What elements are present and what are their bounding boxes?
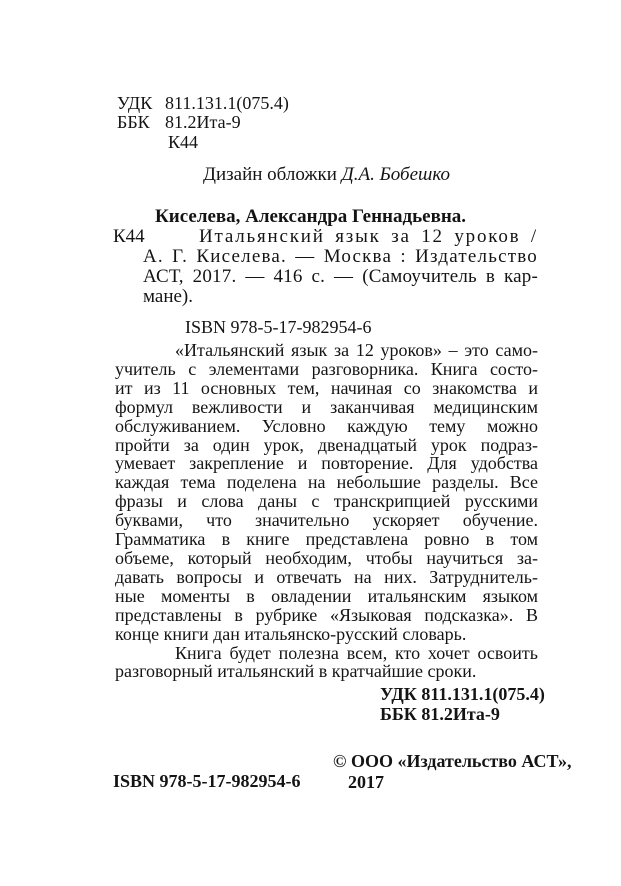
annotation-line: учитель с элементами разговорника. Книга состо- [115, 358, 538, 379]
code-row [117, 133, 289, 152]
bibliographic-record [143, 207, 538, 307]
annotation-line: «Итальянский язык за 12 уроков» – это само- [175, 340, 538, 360]
code-row [117, 113, 289, 132]
cover-design-credit [203, 164, 450, 186]
annotation-line: давать вопросы и отвечать на них. Затруднитель- [115, 566, 538, 587]
isbn-bottom: ISBN 978-5-17-982954-6 [113, 771, 301, 791]
bottom-bbk: ББК 81.2Ита-9 [380, 703, 500, 724]
annotation-line: Книга будет полезна всем, кто хочет освоить [175, 642, 538, 663]
code-value: К44 [168, 131, 199, 152]
code-value: 81.2Ита-9 [165, 112, 241, 133]
annotation-line: представлены в рубрике «Языковая подсказка». В [115, 604, 538, 625]
author-sign: К44 [113, 226, 145, 247]
code-value: 811.131.1(075.4) [165, 93, 289, 113]
bottom-codes-block [380, 685, 545, 724]
annotation-line: каждая тема поделена на небольшие разделы. Все [115, 472, 538, 493]
record-body [143, 227, 538, 307]
copyright-publisher: © ООО «Издательство АСТ», [333, 751, 572, 771]
code-label: УДК [117, 93, 153, 113]
cover-design-label: Дизайн обложки [203, 164, 342, 185]
annotation-line: пройти за один урок, двенадцатый урок подраз- [115, 434, 538, 455]
annotation-line: фразы и слова даны с транскрипцией русскими [115, 491, 538, 512]
record-author-heading: Киселева, Александра Геннадьевна. [155, 206, 467, 227]
annotation-line: буквами, что значительно ускоряет обучение. [115, 510, 538, 531]
annotation-line: объеме, который необходим, чтобы научиться за- [115, 547, 538, 568]
annotation-line: Грамматика в книге представлена ровно в том [115, 529, 538, 550]
annotation-line: обслуживанием. Условно каждую тему можно [115, 415, 538, 436]
copyright-year: 2017 [348, 771, 384, 792]
bottom-udk: УДК 811.131.1(075.4) [380, 684, 545, 704]
annotation-line: разговорный итальянский в кратчайшие сроки. [115, 661, 477, 682]
isbn-line: ISBN 978-5-17-982954-6 [185, 317, 372, 337]
annotation-line: ит из 11 основных тем, начиная со знакомства и [115, 377, 538, 398]
annotation-line: конце книги дан итальянско-русский словарь. [115, 623, 467, 644]
record-line: А. Г. Киселева. — Москва : Издательство [143, 245, 538, 267]
annotation-line: ные моменты в овладении итальянским языком [115, 585, 538, 606]
record-line: АСТ, 2017. — 416 с. — (Самоучитель в кар- [143, 265, 538, 287]
cover-designer-name: Д.А. Бобешко [341, 164, 451, 185]
record-line: мане). [143, 285, 194, 307]
annotation-line: формул вежливости и заканчивая медицинским [115, 396, 538, 417]
annotation-line: умевает закрепление и повторение. Для удобства [115, 453, 538, 474]
top-codes-block [117, 94, 289, 152]
code-row [117, 94, 289, 113]
copyright-block [333, 751, 572, 792]
record-line: Итальянский язык за 12 уроков / [199, 225, 538, 247]
code-label: ББК [117, 112, 150, 133]
annotation-block [115, 341, 538, 681]
